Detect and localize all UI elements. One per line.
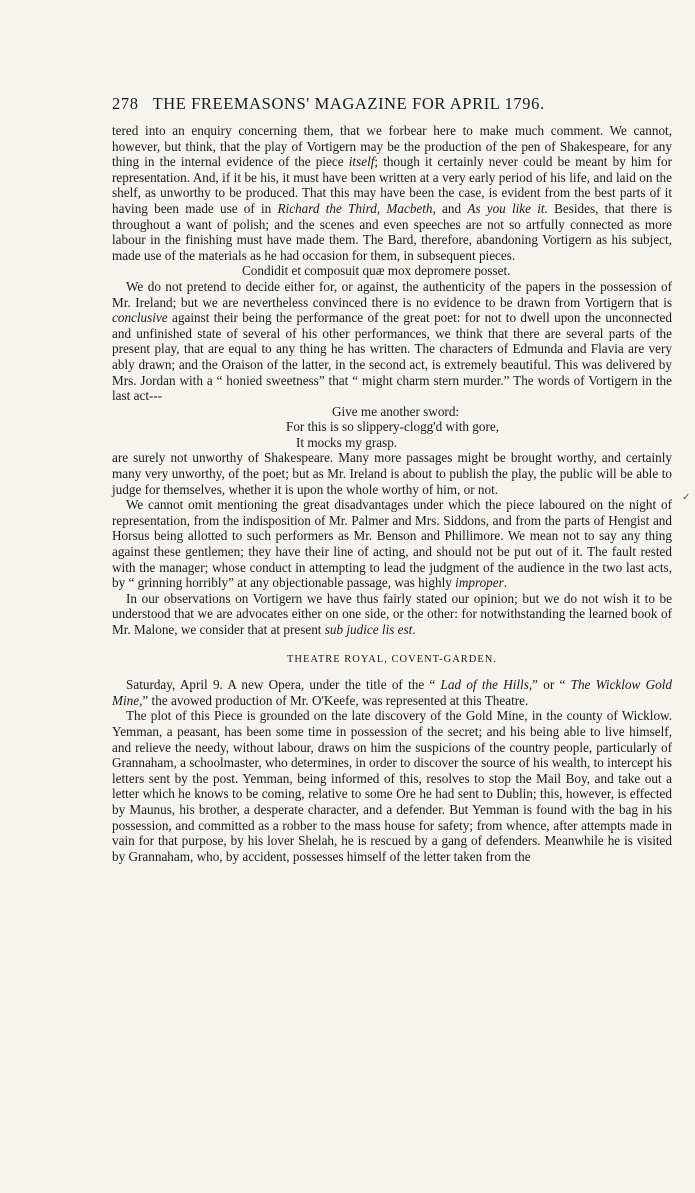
italic-run: Lad of the Hills, <box>440 677 533 693</box>
verse-line-3: It mocks my grasp. <box>296 434 398 450</box>
italic-run: The Wicklow Gold Mine, <box>112 677 672 708</box>
latin-quotation: Condidit et composuit quæ mox depromere posset. <box>242 263 511 279</box>
italic-run: improper <box>455 575 504 591</box>
paragraph-vortigern-intro <box>112 123 672 263</box>
text-run: and <box>435 200 468 216</box>
italic-run: itself <box>348 154 375 170</box>
text-run: Besides, that there is throughout a want of polish; and the scenes and even speeches are not so artfully connected as more labour in the finishing must have made them. The Bard, therefore, abandoning Vortigern as his subject, made use of the materials as he had occasion for them, in subsequent pieces. <box>112 200 673 263</box>
text-run: ” or “ <box>532 677 571 693</box>
text-run: Saturday, April 9. A new Opera, under the title of the “ <box>126 677 441 693</box>
article-body <box>112 123 672 864</box>
italic-run: conclusive <box>112 310 168 326</box>
text-run: against their being the performance of the great poet: for not to dwell upon the unconnected and unfinished state of several of his other performances, we think that there are several parts of the present play, that are equal to any thing he has written. The characters of Edmunda and Flavia are very ably drawn; and the Oraison of the latter, in the second act, is extremely beautiful. This was delivered by Mrs. Jordan with a “ honied sweetness” that “ might charm stern murder.” The words of Vortigern in the last act--- <box>112 310 672 404</box>
paragraph-plot: The plot of this Piece is grounded on the late discovery of the Gold Mine, in the county of Wicklow. Yemman, a peasant, has been some time in possession of the secret; and his being able to live himself, and relieve the needy, without labour, draws on him the suspicions of the country people, particularly of Grannaham, a schoolmaster, who determines, in order to discover the source of his wealth, to intercept his letters sent by the post. Yemman, being informed of this, resolves to stop the Mail Boy, and take out a letter which he knows to be coming, relative to some Ore he had sent to Dublin; this, however, is effected by Maunus, his brother, a desperate character, and a defender. But Yemman is found with the bag in his possession, and committed as a robber to the mass house for safety; from whence, after attempts made in vain for that purpose, by his lover Shelah, he is rescued by a gang of defenders. Meanwhile he is visited by Grannaham, who, by accident, possesses himself of the letter taken from the <box>112 708 672 864</box>
paragraph-worthy: are surely not unworthy of Shakespeare. Many more passages might be brought worthy, and certainly many very unworthy, of the poet; but as Mr. Ireland is about to publish the play, the public will be able to judge for themselves, whether it is upon the whole worthy of him, or not. <box>112 450 672 497</box>
text-run: We do not pretend to decide either for, or against, the authenticity of the papers in the possession of Mr. Ireland; but we are nevertheless convinced there is no evidence to be drawn from Vortigern that is <box>112 278 672 310</box>
italic-run: Richard the Third, Macbeth, <box>277 200 436 216</box>
text-run: . <box>503 575 508 591</box>
verse-line-2: For this is so slippery-clogg'd with gore, <box>286 419 499 435</box>
paragraph-opinion <box>112 591 672 638</box>
running-title: THE FREEMASONS' MAGAZINE FOR APRIL 1796. <box>152 94 545 113</box>
text-run: ” the avowed production of Mr. O'Keefe, was represented at this Theatre. <box>142 692 529 708</box>
paragraph-new-opera <box>112 677 672 708</box>
verse-line-1: Give me another sword: <box>332 403 460 419</box>
paragraph-authenticity <box>112 279 672 404</box>
italic-run: As you like it. <box>467 200 548 216</box>
text-run: tered into an enquiry concerning them, that we forbear here to make much comment. We cannot, however, but think, that the play of Vortigern may be the production of the pen of Shakespeare, for any thing in the internal evidence of the piece <box>112 123 672 170</box>
section-heading: THEATRE ROYAL, COVENT-GARDEN. <box>286 653 498 665</box>
page-number: 278 <box>112 94 139 113</box>
text-run: In our observations on Vortigern we have thus fairly stated our opinion; but we do not wish it to be understood that we are advocates either on one side, or the other: for notwithstanding the learned book of Mr. Malone, we consider that at present <box>112 590 672 637</box>
text-run: We cannot omit mentioning the great disadvantages under which the piece laboured on the night of representation, from the indisposition of Mr. Palmer and Mrs. Siddons, and from the parts of Hengist and Horsus being allotted to such performers as Mr. Benson and Phillimore. We mean not to say any thing against these gentlemen; they have their line of acting, and should not be put out of it. The fault rested with the manager; whose conduct in attempting to lead the judgment of the audience in the two last acts, by “ grinning horribly” at any objectionable passage, was highly <box>112 497 672 591</box>
page-header <box>112 94 672 114</box>
paragraph-disadvantages <box>112 497 672 591</box>
text-run: ; though it certainly never could be meant by him for representation. And, if it be his, it must have been written at a very early period of his life, and laid on the shelf, as unworthy to be produced. That this may have been the case, is evident from the best parts of it having been made use of in <box>112 154 673 216</box>
text-run: . <box>412 622 416 637</box>
margin-mark: ✓ <box>682 492 691 503</box>
italic-run: sub judice lis est <box>324 622 413 637</box>
